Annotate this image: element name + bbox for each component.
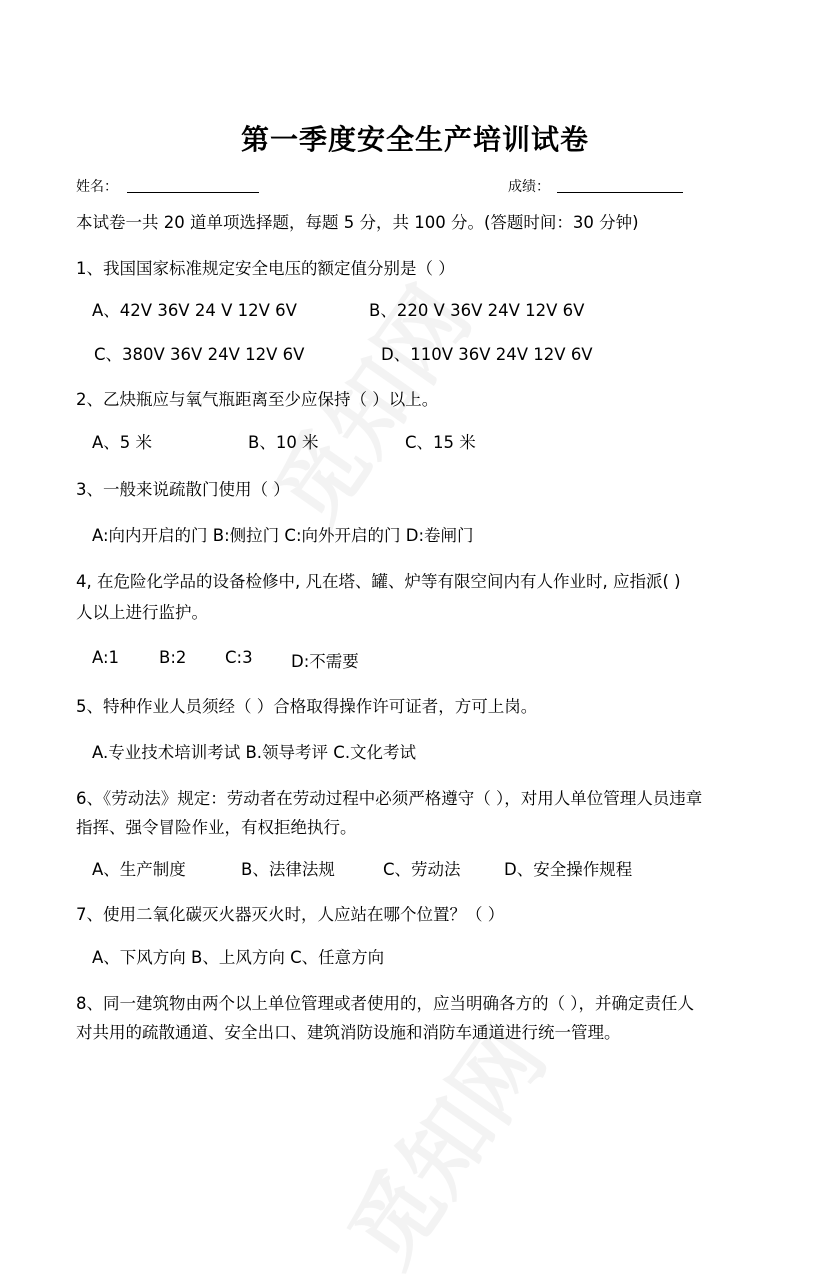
question-3: 3、一般来说疏散门使用（ ） (76, 480, 290, 499)
q1-option-b: B、220 V 36V 24V 12V 6V (369, 301, 585, 320)
question-6-line-2: 指挥、强令冒险作业，有权拒绝执行。 (76, 818, 357, 837)
question-4-line-2: 人以上进行监护。 (76, 603, 208, 622)
question-5: 5、特种作业人员须经（ ）合格取得操作许可证者，方可上岗。 (76, 697, 538, 716)
name-label: 姓名： (76, 179, 118, 195)
q1-option-d: D、110V 36V 24V 12V 6V (381, 345, 593, 364)
question-8-line-2: 对共用的疏散通道、安全出口、建筑消防设施和消防车通道进行统一管理。 (76, 1023, 621, 1042)
q1-option-a: A、42V 36V 24 V 12V 6V (92, 301, 297, 320)
q3-options: A:向内开启的门 B:侧拉门 C:向外开启的门 D:卷闸门 (92, 526, 474, 545)
q6-option-c: C、劳动法 (383, 860, 461, 879)
question-7: 7、使用二氧化碳灭火器灭火时，人应站在哪个位置？（ ） (76, 905, 505, 924)
question-8-line-1: 8、同一建筑物由两个以上单位管理或者使用的，应当明确各方的（ ），并确定责任人 (76, 994, 694, 1013)
q6-option-b: B、法律法规 (241, 860, 335, 879)
q7-options: A、下风方向 B、上风方向 C、任意方向 (92, 948, 385, 967)
q5-options: A.专业技术培训考试 B.领导考评 C.文化考试 (92, 743, 417, 762)
q6-option-a: A、生产制度 (92, 860, 186, 879)
question-6-line-1: 6、《劳动法》规定：劳动者在劳动过程中必须严格遵守（ ），对用人单位管理人员违章 (76, 789, 703, 808)
q4-option-b: B:2 (159, 648, 187, 667)
score-label: 成绩： (508, 179, 550, 195)
name-blank[interactable] (127, 192, 259, 193)
q2-option-c: C、15 米 (405, 433, 476, 452)
question-4-line-1: 4, 在危险化学品的设备检修中, 凡在塔、罐、炉等有限空间内有人作业时, 应指派( ) (76, 572, 681, 591)
q6-option-d: D、安全操作规程 (504, 860, 633, 879)
q2-option-a: A、5 米 (92, 433, 153, 452)
q4-option-c: C:3 (225, 648, 253, 667)
exam-intro: 本试卷一共 20 道单项选择题，每题 5 分，共 100 分。(答题时间：30 分钟) (76, 213, 639, 232)
page-title: 第一季度安全生产培训试卷 (240, 123, 589, 156)
q2-option-b: B、10 米 (248, 433, 319, 452)
q1-option-c: C、380V 36V 24V 12V 6V (94, 345, 305, 364)
q4-option-a: A:1 (92, 648, 120, 667)
question-2: 2、乙炔瓶应与氧气瓶距离至少应保持（ ）以上。 (76, 390, 439, 409)
q4-option-d: D:不需要 (291, 652, 359, 671)
question-1: 1、我国国家标准规定安全电压的额定值分别是（ ） (76, 259, 455, 278)
score-blank[interactable] (557, 192, 683, 193)
